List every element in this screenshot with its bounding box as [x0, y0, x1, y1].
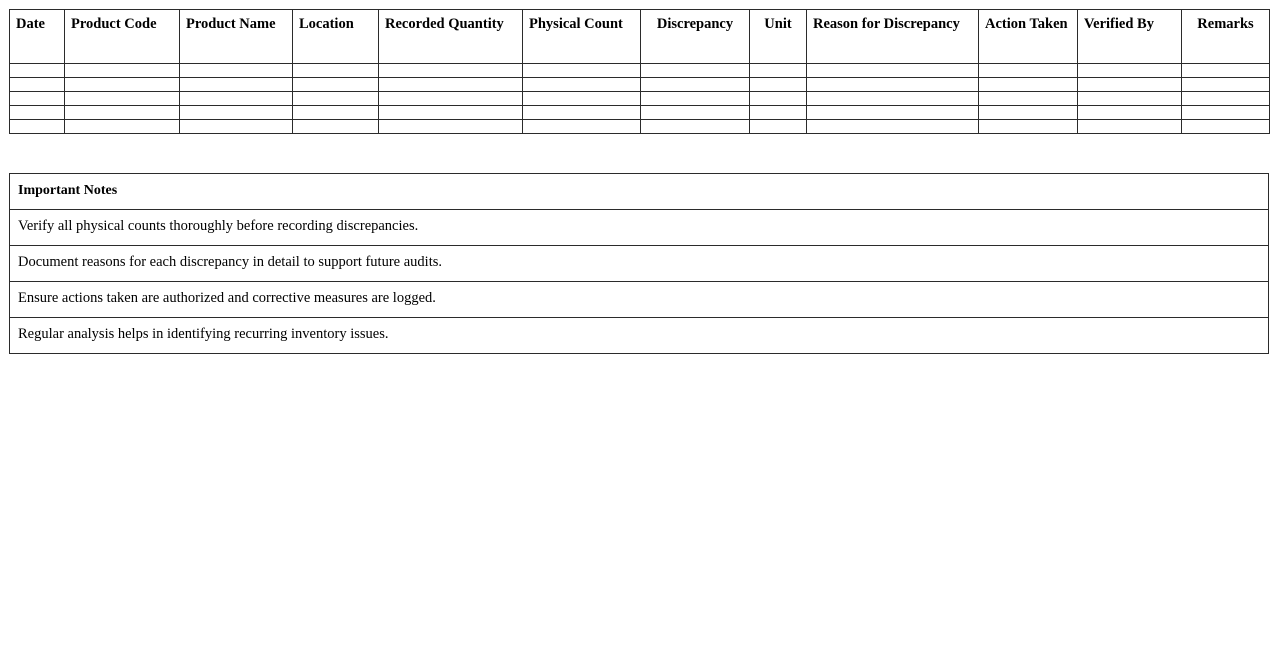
note-item: Ensure actions taken are authorized and corrective measures are logged.: [10, 282, 1269, 318]
cell-product-code[interactable]: [65, 120, 180, 134]
table-row: [10, 92, 1270, 106]
cell-unit[interactable]: [750, 64, 807, 78]
cell-product-code[interactable]: [65, 78, 180, 92]
cell-date[interactable]: [10, 64, 65, 78]
cell-action-taken[interactable]: [979, 64, 1078, 78]
column-header-verified-by: Verified By: [1078, 10, 1182, 64]
table-row: [10, 106, 1270, 120]
cell-product-name[interactable]: [180, 78, 293, 92]
cell-reason[interactable]: [807, 120, 979, 134]
cell-discrepancy[interactable]: [641, 78, 750, 92]
cell-action-taken[interactable]: [979, 92, 1078, 106]
cell-action-taken[interactable]: [979, 120, 1078, 134]
cell-discrepancy[interactable]: [641, 92, 750, 106]
cell-discrepancy[interactable]: [641, 64, 750, 78]
cell-remarks[interactable]: [1182, 120, 1270, 134]
note-row: [10, 210, 1269, 246]
column-header-unit: Unit: [750, 10, 807, 64]
cell-location[interactable]: [293, 106, 379, 120]
notes-heading: Important Notes: [10, 174, 1269, 210]
cell-physical-count[interactable]: [523, 92, 641, 106]
cell-product-code[interactable]: [65, 106, 180, 120]
cell-physical-count[interactable]: [523, 64, 641, 78]
cell-unit[interactable]: [750, 78, 807, 92]
note-row: [10, 318, 1269, 354]
cell-recorded-quantity[interactable]: [379, 120, 523, 134]
cell-unit[interactable]: [750, 92, 807, 106]
cell-reason[interactable]: [807, 92, 979, 106]
table-row: [10, 78, 1270, 92]
cell-reason[interactable]: [807, 64, 979, 78]
cell-unit[interactable]: [750, 120, 807, 134]
cell-date[interactable]: [10, 106, 65, 120]
cell-discrepancy[interactable]: [641, 120, 750, 134]
cell-remarks[interactable]: [1182, 92, 1270, 106]
cell-physical-count[interactable]: [523, 120, 641, 134]
cell-reason[interactable]: [807, 78, 979, 92]
cell-remarks[interactable]: [1182, 64, 1270, 78]
cell-date[interactable]: [10, 92, 65, 106]
cell-physical-count[interactable]: [523, 78, 641, 92]
cell-date[interactable]: [10, 120, 65, 134]
cell-reason[interactable]: [807, 106, 979, 120]
cell-action-taken[interactable]: [979, 106, 1078, 120]
cell-product-name[interactable]: [180, 92, 293, 106]
cell-verified-by[interactable]: [1078, 78, 1182, 92]
cell-action-taken[interactable]: [979, 78, 1078, 92]
note-row: [10, 246, 1269, 282]
cell-product-name[interactable]: [180, 120, 293, 134]
cell-product-code[interactable]: [65, 64, 180, 78]
table-row: [10, 120, 1270, 134]
column-header-discrepancy: Discrepancy: [641, 10, 750, 64]
important-notes-table: [9, 173, 1269, 354]
cell-verified-by[interactable]: [1078, 106, 1182, 120]
column-header-product-name: Product Name: [180, 10, 293, 64]
cell-physical-count[interactable]: [523, 106, 641, 120]
cell-recorded-quantity[interactable]: [379, 64, 523, 78]
cell-verified-by[interactable]: [1078, 64, 1182, 78]
cell-recorded-quantity[interactable]: [379, 78, 523, 92]
notes-header-row: [10, 174, 1269, 210]
note-item: Verify all physical counts thoroughly before recording discrepancies.: [10, 210, 1269, 246]
column-header-physical-count: Physical Count: [523, 10, 641, 64]
column-header-recorded-quantity: Recorded Quantity: [379, 10, 523, 64]
note-row: [10, 282, 1269, 318]
cell-verified-by[interactable]: [1078, 92, 1182, 106]
cell-recorded-quantity[interactable]: [379, 92, 523, 106]
cell-verified-by[interactable]: [1078, 120, 1182, 134]
cell-remarks[interactable]: [1182, 78, 1270, 92]
cell-location[interactable]: [293, 78, 379, 92]
inventory-discrepancy-table: [9, 9, 1270, 134]
table-header-row: [10, 10, 1270, 64]
cell-product-code[interactable]: [65, 92, 180, 106]
note-item: Document reasons for each discrepancy in detail to support future audits.: [10, 246, 1269, 282]
column-header-product-code: Product Code: [65, 10, 180, 64]
table-row: [10, 64, 1270, 78]
cell-date[interactable]: [10, 78, 65, 92]
cell-product-name[interactable]: [180, 106, 293, 120]
column-header-action-taken: Action Taken: [979, 10, 1078, 64]
cell-discrepancy[interactable]: [641, 106, 750, 120]
column-header-reason-for-discrepancy: Reason for Discrepancy: [807, 10, 979, 64]
cell-recorded-quantity[interactable]: [379, 106, 523, 120]
cell-location[interactable]: [293, 64, 379, 78]
cell-unit[interactable]: [750, 106, 807, 120]
column-header-date: Date: [10, 10, 65, 64]
cell-location[interactable]: [293, 92, 379, 106]
column-header-location: Location: [293, 10, 379, 64]
cell-remarks[interactable]: [1182, 106, 1270, 120]
cell-location[interactable]: [293, 120, 379, 134]
note-item: Regular analysis helps in identifying recurring inventory issues.: [10, 318, 1269, 354]
column-header-remarks: Remarks: [1182, 10, 1270, 64]
cell-product-name[interactable]: [180, 64, 293, 78]
